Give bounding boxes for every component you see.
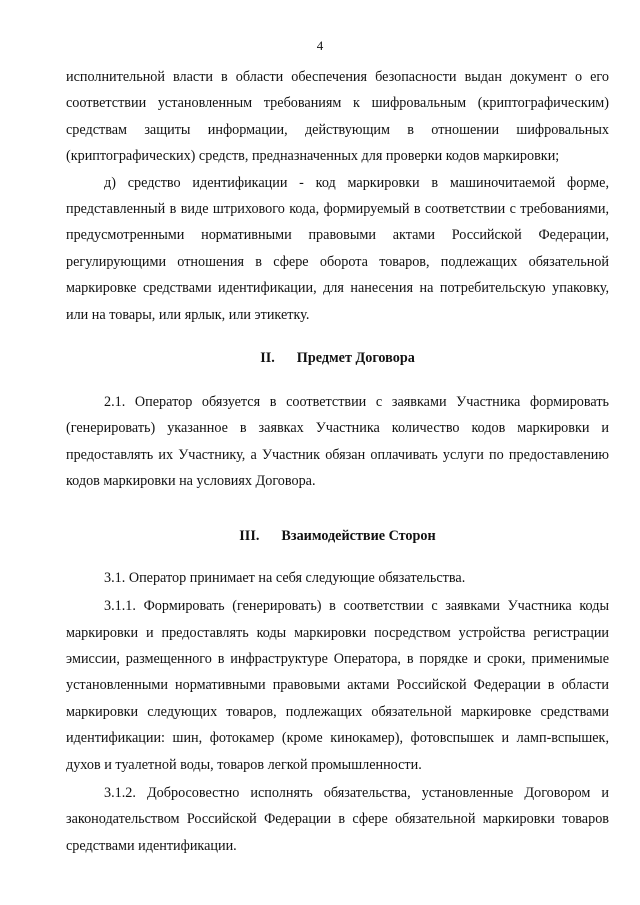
paragraph-3-1-2: 3.1.2. Добросовестно исполнять обязательства, установленные Договором и законодательством Российской Федерации в сфере обязательной маркировки товаров средствами идентификации. [66, 784, 609, 854]
section-number: II. [260, 350, 275, 367]
section-heading-2 [66, 345, 609, 371]
page-number: 4 [316, 38, 324, 53]
section-title: Взаимодействие Сторон [281, 527, 436, 544]
paragraph-3-1-1: 3.1.1. Формировать (генерировать) в соответствии с заявками Участника коды маркировки и предоставлять коды маркировки посредством устройства регистрации эмиссии, размещенного в инфраструктуре Оператора, в порядке и сроки, применимые установленными нормативными правовыми актами Российской Федерации в области маркировки следующих товаров, подлежащих обязательной маркировке средствами идентификации: шин, фотокамер (кроме кинокамер), фотовспышек и ламп-вспышек, духов и туалетной воды, товаров легкой промышленности. [66, 598, 609, 773]
section-title: Предмет Договора [296, 350, 415, 367]
section-number: III. [239, 527, 260, 544]
document-body [66, 64, 609, 859]
section-heading-3 [66, 523, 609, 549]
paragraph-2-1: 2.1. Оператор обязуется в соответствии с заявками Участника формировать (генерировать) указанное в заявках Участника количество кодов маркировки и предоставлять их Участнику, а Участник обязан оплачивать услуги по предоставлению кодов маркировки на условиях Договора. [66, 394, 609, 490]
paragraph-3-1: 3.1. Оператор принимает на себя следующие обязательства. [104, 569, 466, 586]
paragraph-continued: исполнительной власти в области обеспечения безопасности выдан документ о его соответствии установленным требованиям к шифровальным (криптографическим) средствам защиты информации, действующим в отношении шифровальных (криптографических) средств, предназначенных для проверки кодов маркировки; [66, 69, 609, 165]
paragraph-definition-d: д) средство идентификации - код маркировки в машиночитаемой форме, представленный в виде штрихового кода, формируемый в соответствии с требованиями, предусмотренными нормативными правовыми актами Российской Федерации, регулирующими отношения в сфере оборота товаров, подлежащих обязательной маркировке средствами идентификации, для нанесения на потребительскую упаковку, или на товары, или ярлык, или этикетку. [66, 174, 609, 323]
